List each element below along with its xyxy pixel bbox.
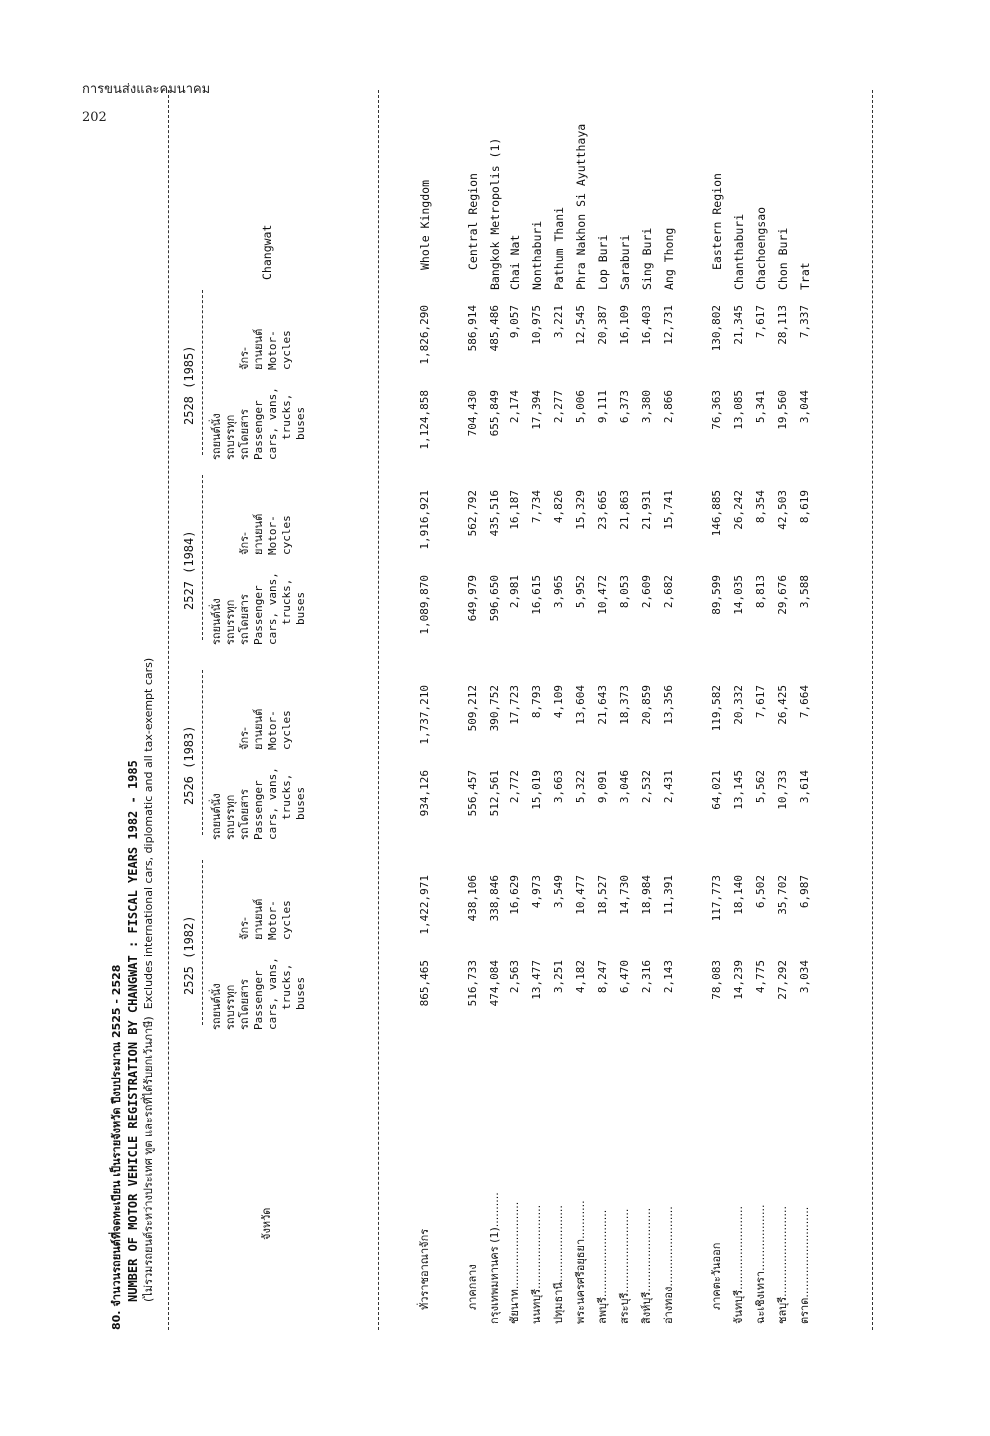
table-cell: 512,561 xyxy=(488,770,501,817)
motorcycle-subheader xyxy=(238,709,294,750)
table-cell: 13,145 xyxy=(732,770,745,810)
table-cell: 1,089,870 xyxy=(418,575,431,635)
table-cell: 13,085 xyxy=(732,390,745,430)
table-cell: 2,174 xyxy=(508,390,521,424)
table-cell: 556,457 xyxy=(466,770,479,817)
table-cell: 5,562 xyxy=(754,770,767,804)
row-label-english: Saraburi xyxy=(618,234,632,290)
table-cell: 14,730 xyxy=(618,875,631,915)
table-cell: 15,019 xyxy=(530,770,543,810)
subheader-line: จักร- xyxy=(238,532,251,555)
row-label-english: Sing Buri xyxy=(640,227,654,290)
table-cell: 16,109 xyxy=(618,305,631,345)
subheader-line: cycles xyxy=(280,515,293,555)
subheader-line: รถบรรทุก xyxy=(224,984,237,1030)
subheader-line: buses xyxy=(294,786,307,820)
table-cell: 3,046 xyxy=(618,770,631,804)
subheader-line: cycles xyxy=(280,330,293,370)
table-cell: 390,752 xyxy=(488,685,501,732)
table-cell: 7,617 xyxy=(754,305,767,339)
table-cell: 7,664 xyxy=(798,685,811,719)
passenger-subheader xyxy=(210,767,308,840)
subheader-line: cars, vans, xyxy=(266,572,279,645)
row-label-thai: สระบุรี........................ xyxy=(618,1208,631,1324)
table-cell: 21,345 xyxy=(732,305,745,345)
table-cell: 89,599 xyxy=(710,575,723,615)
row-label-thai: ลพบุรี......................... xyxy=(596,1209,609,1324)
table-cell: 7,734 xyxy=(530,490,543,524)
subheader-line: cars, vans, xyxy=(266,767,279,840)
subheader-line: Motor- xyxy=(266,515,279,555)
subheader-line: cycles xyxy=(280,710,293,750)
table-cell: 12,545 xyxy=(574,305,587,345)
row-label-english: Phra Nakhon Si Ayutthaya xyxy=(574,123,588,290)
row-label-thai: ทั่วราชอาณาจักร xyxy=(418,1228,431,1310)
table-cell: 17,394 xyxy=(530,390,543,430)
table-cell: 649,979 xyxy=(466,575,479,622)
table-cell: 3,965 xyxy=(552,575,565,609)
table-cell: 6,987 xyxy=(798,875,811,909)
table-cell: 20,387 xyxy=(596,305,609,345)
table-cell: 1,124,858 xyxy=(418,390,431,450)
table-cell: 8,354 xyxy=(754,490,767,524)
table-cell: 26,242 xyxy=(732,490,745,530)
subheader-line: cars, vans, xyxy=(266,957,279,1030)
table-cell: 1,737,210 xyxy=(418,685,431,745)
table-cell: 13,356 xyxy=(662,685,675,725)
motorcycle-subheader xyxy=(238,329,294,370)
table-cell: 865,465 xyxy=(418,960,431,1007)
table-cell: 7,337 xyxy=(798,305,811,339)
row-label-english: Chai Nat xyxy=(508,234,522,290)
table-cell: 596,650 xyxy=(488,575,501,622)
subheader-line: รถโดยสาร xyxy=(238,594,251,645)
row-label-english: Chon Buri xyxy=(776,227,790,290)
table-cell: 5,952 xyxy=(574,575,587,609)
table-cell: 16,403 xyxy=(640,305,653,345)
table-cell: 21,863 xyxy=(618,490,631,530)
year-header: 2528 (1985) xyxy=(182,345,196,425)
table-subtitle: (ไม่รวมรถยนต์ระหว่างประเทศ ทูต และรถที่ได้รับยกเว้นภาษี) Excludes international cars, diplomatic and all tax-exempt cars) xyxy=(142,657,155,1302)
motorcycle-subheader xyxy=(238,899,294,940)
table-cell: 76,363 xyxy=(710,390,723,430)
table-cell: 6,502 xyxy=(754,875,767,909)
table-title-english: NUMBER OF MOTOR VEHICLE REGISTRATION BY CHANGWAT : FISCAL YEARS 1982 - 1985 xyxy=(126,760,140,1302)
row-label-thai: พระนครศรีอยุธยา........... xyxy=(574,1200,587,1324)
table-cell: 23,665 xyxy=(596,490,609,530)
subheader-line: buses xyxy=(294,406,307,440)
subheader-line: Motor- xyxy=(266,710,279,750)
table-cell: 2,431 xyxy=(662,770,675,804)
table-cell: 13,477 xyxy=(530,960,543,1000)
table-cell: 2,772 xyxy=(508,770,521,804)
rotated-table-page xyxy=(110,90,880,1330)
row-label-thai: ชัยนาท......................... xyxy=(508,1201,521,1324)
row-label-english: Eastern Region xyxy=(710,173,724,270)
subheader-line: รถยนต์นั่ง xyxy=(210,793,223,840)
table-cell: 10,733 xyxy=(776,770,789,810)
subheader-line: Passenger xyxy=(252,585,265,645)
table-cell: 6,373 xyxy=(618,390,631,424)
changwat-header-thai: จังหวัด xyxy=(260,1207,273,1240)
row-label-thai: ชลบุรี.......................... xyxy=(776,1205,789,1324)
subheader-line: รถบรรทุก xyxy=(224,414,237,460)
subheader-line: Motor- xyxy=(266,330,279,370)
table-cell: 4,826 xyxy=(552,490,565,524)
row-label-english: Lop Buri xyxy=(596,234,610,290)
subheader-line: รถยนต์นั่ง xyxy=(210,598,223,645)
subheader-line: จักร- xyxy=(238,727,251,750)
row-label-english: Nonthaburi xyxy=(530,220,544,290)
table-cell: 16,629 xyxy=(508,875,521,915)
subheader-line: รถโดยสาร xyxy=(238,409,251,460)
table-cell: 2,316 xyxy=(640,960,653,994)
table-cell: 2,682 xyxy=(662,575,675,609)
row-label-thai: อ่างทอง....................... xyxy=(662,1206,675,1324)
subheader-line: รถยนต์นั่ง xyxy=(210,413,223,460)
subheader-line: Motor- xyxy=(266,900,279,940)
subheader-line: รถโดยสาร xyxy=(238,979,251,1030)
table-cell: 10,472 xyxy=(596,575,609,615)
table-cell: 509,212 xyxy=(466,685,479,732)
year-underline xyxy=(202,290,203,455)
table-cell: 8,053 xyxy=(618,575,631,609)
table-cell: 704,430 xyxy=(466,390,479,437)
table-cell: 4,775 xyxy=(754,960,767,994)
table-cell: 15,329 xyxy=(574,490,587,530)
table-cell: 8,619 xyxy=(798,490,811,524)
table-cell: 1,916,921 xyxy=(418,490,431,550)
table-cell: 338,846 xyxy=(488,875,501,922)
table-cell: 21,643 xyxy=(596,685,609,725)
subheader-line: รถบรรทุก xyxy=(224,794,237,840)
subheader-line: ยานยนต์ xyxy=(252,328,265,370)
year-underline xyxy=(202,670,203,835)
subheader-line: trucks, xyxy=(280,578,293,625)
passenger-subheader xyxy=(210,957,308,1030)
subheader-line: รถบรรทุก xyxy=(224,599,237,645)
row-label-english: Chachoengsao xyxy=(754,206,768,290)
row-label-thai: จันทบุรี........................ xyxy=(732,1205,745,1324)
table-cell: 2,981 xyxy=(508,575,521,609)
table-cell: 5,322 xyxy=(574,770,587,804)
table-cell: 1,422,971 xyxy=(418,875,431,935)
table-cell: 15,741 xyxy=(662,490,675,530)
table-cell: 14,239 xyxy=(732,960,745,1000)
table-cell: 9,057 xyxy=(508,305,521,339)
table-cell: 2,277 xyxy=(552,390,565,424)
row-label-thai: สิงห์บุรี........................ xyxy=(640,1207,653,1324)
subheader-line: รถโดยสาร xyxy=(238,789,251,840)
table-cell: 3,044 xyxy=(798,390,811,424)
row-label-thai: ฉะเชิงเทรา................... xyxy=(754,1204,767,1324)
table-cell: 4,973 xyxy=(530,875,543,909)
table-cell: 9,111 xyxy=(596,390,609,424)
year-header: 2527 (1984) xyxy=(182,530,196,610)
table-cell: 934,126 xyxy=(418,770,431,817)
subheader-line: cars, vans, xyxy=(266,387,279,460)
subheader-line: trucks, xyxy=(280,773,293,820)
subheader-line: ยานยนต์ xyxy=(252,898,265,940)
table-cell: 3,588 xyxy=(798,575,811,609)
table-cell: 10,477 xyxy=(574,875,587,915)
table-cell: 64,021 xyxy=(710,770,723,810)
table-cell: 8,247 xyxy=(596,960,609,994)
table-cell: 10,975 xyxy=(530,305,543,345)
table-cell: 3,251 xyxy=(552,960,565,994)
row-label-english: Whole Kingdom xyxy=(418,179,432,270)
table-cell: 586,914 xyxy=(466,305,479,352)
table-cell: 18,984 xyxy=(640,875,653,915)
table-cell: 78,083 xyxy=(710,960,723,1000)
row-label-thai: ภาคกลาง xyxy=(466,1264,479,1310)
subheader-line: trucks, xyxy=(280,963,293,1010)
table-title-thai: 80. จำนวนรถยนต์ที่จดทะเบียน เป็นรายจังหวัด ปีงบประมาณ 2525 - 2528 xyxy=(110,964,123,1330)
subheader-line: trucks, xyxy=(280,393,293,440)
table-cell: 655,849 xyxy=(488,390,501,437)
table-cell: 28,113 xyxy=(776,305,789,345)
table-cell: 485,486 xyxy=(488,305,501,352)
table-cell: 20,332 xyxy=(732,685,745,725)
header-bottom-rule xyxy=(378,90,379,1330)
year-header: 2525 (1982) xyxy=(182,915,196,995)
subheader-line: Passenger xyxy=(252,970,265,1030)
row-label-english: Bangkok Metropolis (1) xyxy=(488,137,502,290)
table-cell: 119,582 xyxy=(710,685,723,732)
table-cell: 16,615 xyxy=(530,575,543,615)
table-cell: 516,733 xyxy=(466,960,479,1007)
table-cell: 1,826,290 xyxy=(418,305,431,365)
table-cell: 7,617 xyxy=(754,685,767,719)
table-cell: 2,532 xyxy=(640,770,653,804)
table-cell: 3,663 xyxy=(552,770,565,804)
year-header: 2526 (1983) xyxy=(182,725,196,805)
row-label-thai: ตราด.......................... xyxy=(798,1206,811,1324)
table-cell: 35,702 xyxy=(776,875,789,915)
subheader-line: ยานยนต์ xyxy=(252,513,265,555)
row-label-thai: ปทุมธานี...................... xyxy=(552,1205,565,1324)
table-cell: 8,793 xyxy=(530,685,543,719)
table-cell: 18,527 xyxy=(596,875,609,915)
table-cell: 3,549 xyxy=(552,875,565,909)
subheader-line: cycles xyxy=(280,900,293,940)
row-label-thai: ภาคตะวันออก xyxy=(710,1242,723,1310)
running-header: การขนส่งและคมนาคม xyxy=(82,82,211,97)
page-number: 202 xyxy=(82,110,107,125)
table-cell: 27,292 xyxy=(776,960,789,1000)
table-cell: 3,614 xyxy=(798,770,811,804)
table-cell: 4,182 xyxy=(574,960,587,994)
row-label-english: Trat xyxy=(798,262,812,290)
table-cell: 20,859 xyxy=(640,685,653,725)
table-cell: 3,221 xyxy=(552,305,565,339)
table-cell: 130,802 xyxy=(710,305,723,352)
table-cell: 438,106 xyxy=(466,875,479,922)
subheader-line: buses xyxy=(294,591,307,625)
motorcycle-subheader xyxy=(238,514,294,555)
table-cell: 4,109 xyxy=(552,685,565,719)
table-cell: 11,391 xyxy=(662,875,675,915)
subheader-line: รถยนต์นั่ง xyxy=(210,983,223,1030)
changwat-header-english: Changwat xyxy=(260,224,274,280)
table-cell: 5,341 xyxy=(754,390,767,424)
table-cell: 18,140 xyxy=(732,875,745,915)
subheader-line: Passenger xyxy=(252,780,265,840)
table-cell: 435,516 xyxy=(488,490,501,537)
table-cell: 474,084 xyxy=(488,960,501,1007)
table-cell: 117,773 xyxy=(710,875,723,922)
table-cell: 3,034 xyxy=(798,960,811,994)
table-cell: 26,425 xyxy=(776,685,789,725)
table-cell: 21,931 xyxy=(640,490,653,530)
table-cell: 2,609 xyxy=(640,575,653,609)
row-label-thai: นนทบุรี........................ xyxy=(530,1204,543,1324)
table-cell: 562,792 xyxy=(466,490,479,537)
table-cell: 2,563 xyxy=(508,960,521,994)
table-cell: 19,560 xyxy=(776,390,789,430)
subheader-line: Passenger xyxy=(252,400,265,460)
table-cell: 17,723 xyxy=(508,685,521,725)
table-cell: 2,143 xyxy=(662,960,675,994)
subheader-line: จักร- xyxy=(238,917,251,940)
passenger-subheader xyxy=(210,387,308,460)
table-cell: 42,503 xyxy=(776,490,789,530)
table-cell: 6,470 xyxy=(618,960,631,994)
passenger-subheader xyxy=(210,572,308,645)
row-label-thai: กรุงเทพมหานคร (1).......... xyxy=(488,1192,501,1324)
table-cell: 146,885 xyxy=(710,490,723,537)
row-label-english: Ang Thong xyxy=(662,227,676,290)
table-cell: 12,731 xyxy=(662,305,675,345)
subheader-line: จักร- xyxy=(238,347,251,370)
row-label-english: Pathum Thani xyxy=(552,206,566,290)
header-top-rule xyxy=(168,90,169,1330)
table-cell: 14,035 xyxy=(732,575,745,615)
table-cell: 29,676 xyxy=(776,575,789,615)
table-cell: 18,373 xyxy=(618,685,631,725)
year-underline xyxy=(202,860,203,1025)
subheader-line: ยานยนต์ xyxy=(252,708,265,750)
table-cell: 13,604 xyxy=(574,685,587,725)
table-cell: 5,006 xyxy=(574,390,587,424)
year-underline xyxy=(202,475,203,640)
table-cell: 9,091 xyxy=(596,770,609,804)
table-cell: 3,380 xyxy=(640,390,653,424)
table-cell: 16,187 xyxy=(508,490,521,530)
table-cell: 2,866 xyxy=(662,390,675,424)
table-cell: 8,813 xyxy=(754,575,767,609)
row-label-english: Chanthaburi xyxy=(732,213,746,290)
subheader-line: buses xyxy=(294,976,307,1010)
row-label-english: Central Region xyxy=(466,173,480,270)
table-bottom-rule xyxy=(872,90,873,1330)
